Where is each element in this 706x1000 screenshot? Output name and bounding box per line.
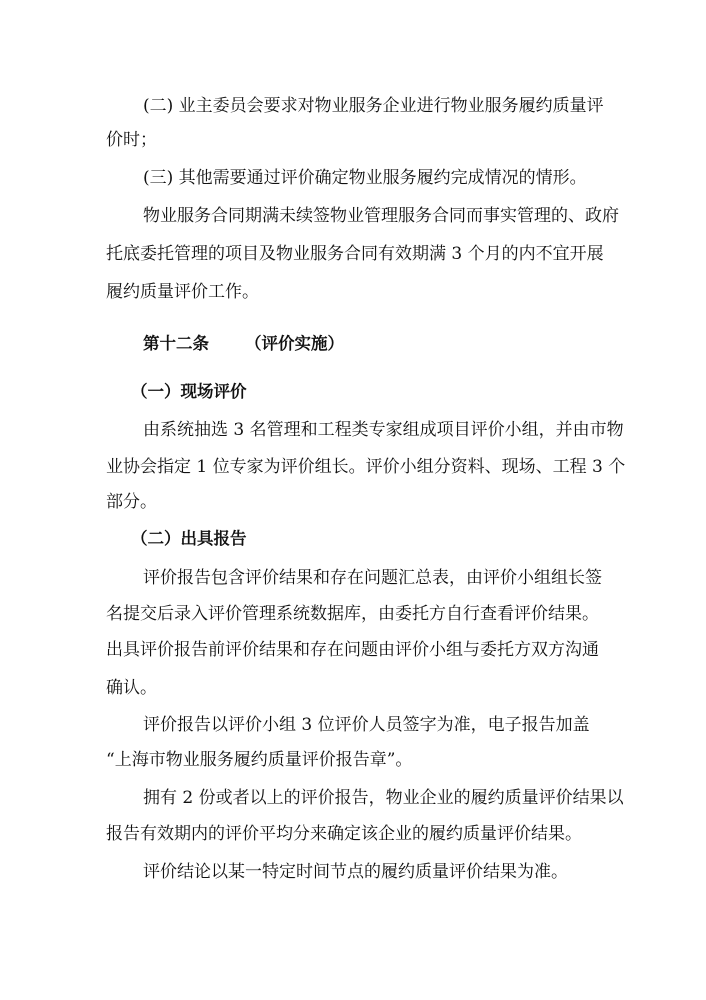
article-heading <box>143 332 344 356</box>
section-1-line-1: 由系统抽选 3 名管理和工程类专家组成项目评价小组，并由市物 <box>143 420 624 440</box>
section-1-line-3: 部分。 <box>106 492 157 512</box>
section-2-heading: （二）出具报告 <box>131 529 247 548</box>
clause-3-line: (三) 其他需要通过评价确定物业服务履约完成情况的情形。 <box>143 168 587 188</box>
section-1-line-2: 业协会指定 1 位专家为评价组长。评价小组分资料、现场、工程 3 个 <box>106 457 626 477</box>
exclusion-paragraph-line-3: 履约质量评价工作。 <box>106 282 259 302</box>
article-title: （评价实施） <box>245 334 344 353</box>
report-paragraph-line-1: 评价报告包含评价结果和存在问题汇总表，由评价小组组长签 <box>143 568 602 588</box>
clause-2-line-2: 价时； <box>106 130 157 150</box>
average-paragraph-line-2: 报告有效期内的评价平均分来确定该企业的履约质量评价结果。 <box>106 824 582 844</box>
exclusion-paragraph-line-1: 物业服务合同期满未续签物业管理服务合同而事实管理的、政府 <box>143 206 619 226</box>
report-paragraph-line-3: 出具评价报告前评价结果和存在问题由评价小组与委托方双方沟通 <box>106 640 599 660</box>
report-paragraph-line-2: 名提交后录入评价管理系统数据库，由委托方自行查看评价结果。 <box>106 604 599 624</box>
signature-paragraph-line-2: “上海市物业服务履约质量评价报告章”。 <box>106 750 413 770</box>
section-1-heading: （一）现场评价 <box>131 382 247 401</box>
report-paragraph-line-4: 确认。 <box>106 678 157 698</box>
conclusion-paragraph-line: 评价结论以某一特定时间节点的履约质量评价结果为准。 <box>143 862 568 882</box>
clause-2-line-1: (二) 业主委员会要求对物业服务企业进行物业服务履约质量评 <box>143 96 604 116</box>
exclusion-paragraph-line-2: 托底委托管理的项目及物业服务合同有效期满 3 个月的内不宜开展 <box>106 244 604 264</box>
average-paragraph-line-1: 拥有 2 份或者以上的评价报告，物业企业的履约质量评价结果以 <box>143 788 624 808</box>
signature-paragraph-line-1: 评价报告以评价小组 3 位评价人员签字为准，电子报告加盖 <box>143 715 590 735</box>
article-number: 第十二条 <box>143 334 209 353</box>
